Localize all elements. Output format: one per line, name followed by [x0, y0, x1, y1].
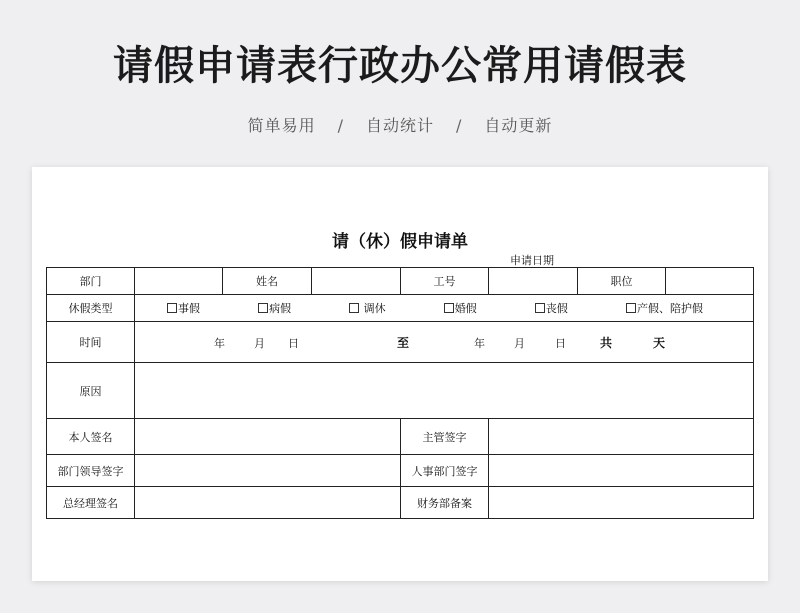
to-label: 至	[397, 336, 410, 350]
leave-type-bereavement[interactable]: 丧假	[535, 300, 568, 316]
supervisor-signature-value[interactable]	[489, 419, 754, 455]
department-label: 部门	[47, 268, 135, 295]
table-row	[47, 268, 754, 295]
tag-easy: 简单易用	[247, 116, 316, 135]
self-signature-label: 本人签名	[47, 419, 135, 455]
name-value[interactable]	[312, 268, 401, 295]
time-label: 时间	[47, 322, 135, 363]
table-row	[47, 419, 754, 455]
leave-type-personal[interactable]: 事假	[167, 300, 200, 316]
feature-tags	[0, 113, 800, 136]
leave-type-maternity[interactable]: 产假、陪护假	[626, 300, 703, 316]
time-value[interactable]	[135, 322, 754, 363]
tag-auto-stats: 自动统计	[365, 116, 434, 135]
dept-leader-signature-value[interactable]	[135, 455, 401, 487]
leave-type-options	[135, 295, 754, 322]
end-day-label: 日	[555, 337, 566, 350]
reason-value[interactable]	[135, 363, 754, 419]
hr-signature-value[interactable]	[489, 455, 754, 487]
start-month-label: 月	[254, 337, 265, 350]
position-label: 职位	[578, 268, 666, 295]
tag-separator: /	[456, 116, 463, 135]
tag-separator: /	[337, 116, 344, 135]
gm-signature-value[interactable]	[135, 487, 401, 519]
leave-type-compensatory[interactable]: 调休	[349, 300, 386, 316]
start-year-label: 年	[214, 337, 225, 350]
name-label: 姓名	[223, 268, 312, 295]
gm-signature-label: 总经理签名	[47, 487, 135, 519]
form-title: 请（休）假申请单	[332, 232, 468, 252]
supervisor-signature-label: 主管签字	[401, 419, 489, 455]
apply-date-label: 申请日期	[510, 254, 554, 267]
table-row	[47, 295, 754, 322]
form-sheet	[32, 167, 768, 581]
tag-auto-update: 自动更新	[484, 116, 553, 135]
table-row	[47, 455, 754, 487]
leave-type-label: 休假类型	[47, 295, 135, 322]
employee-id-label: 工号	[401, 268, 489, 295]
checkbox-icon[interactable]	[349, 303, 359, 313]
dept-leader-signature-label: 部门领导签字	[47, 455, 135, 487]
reason-label: 原因	[47, 363, 135, 419]
end-year-label: 年	[474, 337, 485, 350]
page-title: 请假申请表行政办公常用请假表	[113, 43, 687, 89]
hr-signature-label: 人事部门签字	[401, 455, 489, 487]
checkbox-icon[interactable]	[535, 303, 545, 313]
days-label: 天	[653, 336, 666, 350]
start-day-label: 日	[288, 337, 299, 350]
checkbox-icon[interactable]	[626, 303, 636, 313]
department-value[interactable]	[135, 268, 223, 295]
employee-id-value[interactable]	[489, 268, 578, 295]
leave-form-table	[46, 267, 754, 519]
leave-type-marriage[interactable]: 婚假	[444, 300, 477, 316]
checkbox-icon[interactable]	[167, 303, 177, 313]
position-value[interactable]	[666, 268, 754, 295]
total-label: 共	[600, 336, 613, 350]
finance-record-value[interactable]	[489, 487, 754, 519]
checkbox-icon[interactable]	[258, 303, 268, 313]
table-row	[47, 322, 754, 363]
checkbox-icon[interactable]	[444, 303, 454, 313]
finance-record-label: 财务部备案	[401, 487, 489, 519]
table-row	[47, 363, 754, 419]
leave-type-sick[interactable]: 病假	[258, 300, 291, 316]
table-row	[47, 487, 754, 519]
self-signature-value[interactable]	[135, 419, 401, 455]
end-month-label: 月	[514, 337, 525, 350]
